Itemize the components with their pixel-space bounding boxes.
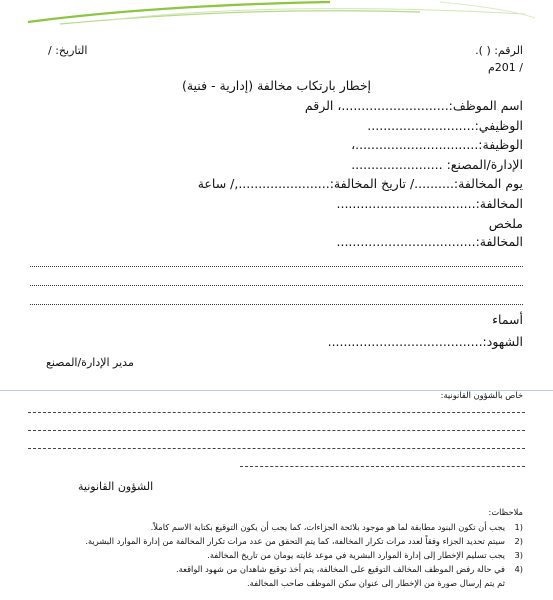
- legal-line-4: [240, 466, 525, 467]
- summary-line-1: [30, 266, 523, 267]
- note-number: 3): [514, 550, 523, 560]
- legal-line-3: [28, 448, 525, 449]
- violation-day-field: يوم المخالفة:........../ تاريخ المخالفة:.......................,/ ساعة: [197, 176, 523, 191]
- note-item: يجب تسليم الإخطار إلى إدارة الموارد البشرية في موعد غايته يومان من تاريخ المخالفة.: [207, 550, 505, 560]
- note-item: يجب أن تكون البنود مطابقة لما هو موجود بلائحة الجزاءات، كما يجب أن يكون التوقيع بكتابة الاسم كاملاً.: [150, 522, 505, 532]
- position-field: الوظيفة:...............................،: [351, 137, 523, 152]
- manager-signature-label: مدير الإدارة/المصنع: [46, 356, 134, 369]
- violation-field: المخالفة:...................................: [336, 196, 523, 211]
- date-label: التاريخ: /: [48, 44, 88, 57]
- note-item: في حالة رفض الموظف المخالف التوقيع على المخالفة، يتم أخذ توقيع شاهدان من شهود الواقعة.: [175, 564, 505, 574]
- witnesses-field: الشهود:.......................................: [327, 334, 523, 349]
- note-item: سيتم تحديد الجزاء وفقاً لعدد مرات تكرار المخالفة، كما يتم التحقق من عدد مرات تكرار المخالفة من إدارة الموارد البشرية.: [85, 536, 505, 546]
- note-number: 2): [514, 536, 523, 546]
- job-number-field: الوظيفي:...........................: [367, 118, 523, 133]
- summary-label: ملخص: [488, 216, 523, 231]
- note-number: 4): [514, 564, 523, 574]
- header-swoosh-graphic: [0, 0, 553, 30]
- summary-line-3: [30, 304, 523, 305]
- notes-heading: ملاحظات:: [488, 507, 523, 517]
- legal-affairs-signature: الشؤون القانونية: [78, 480, 154, 493]
- legal-line-2: [28, 430, 525, 431]
- form-title: إخطار بارتكاب مخالفة (إدارية - فنية): [181, 78, 372, 93]
- note-number: 1): [514, 522, 523, 532]
- legal-section-heading: خاص بالشؤون القانونية:: [440, 390, 523, 400]
- note-final: ثم يتم إرسال صورة من الإخطار إلى عنوان سكن الموظف صاحب المخالفة.: [247, 578, 505, 588]
- year-label: / 201م: [487, 61, 523, 74]
- witness-names-label: أسماء: [492, 312, 523, 327]
- number-label: الرقم: ( ).: [475, 44, 523, 57]
- summary-line-2: [30, 285, 523, 286]
- employee-name-field: اسم الموظف:...........................، الرقم: [304, 98, 523, 113]
- legal-line-1: [28, 412, 525, 413]
- summary-violation-field: المخالفة:...................................: [336, 234, 523, 249]
- department-field: الإدارة/المصنع: .......................: [351, 157, 523, 172]
